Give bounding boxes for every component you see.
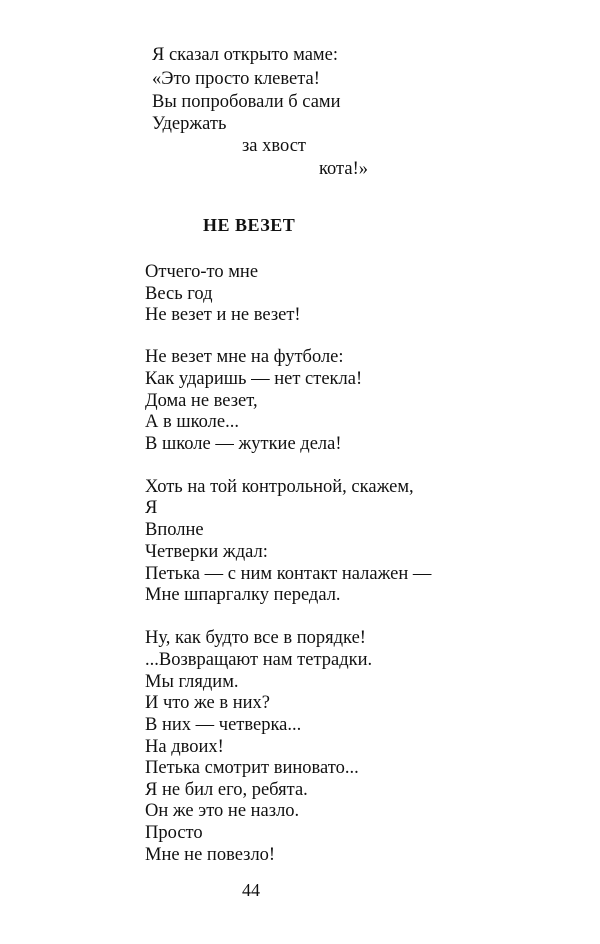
poem-line: Как ударишь — нет стекла! bbox=[145, 369, 363, 389]
poem-line: Четверки ждал: bbox=[145, 542, 268, 562]
poem-line: И что же в них? bbox=[145, 693, 271, 713]
poem-line: Петька смотрит виновато... bbox=[145, 758, 359, 778]
poem-line: Дома не везет, bbox=[145, 391, 258, 411]
poem-line: Вы попробовали б сами bbox=[152, 92, 341, 112]
page-number: 44 bbox=[242, 880, 260, 900]
poem-line: за хвост bbox=[242, 136, 307, 156]
poem-line: Мы глядим. bbox=[145, 672, 239, 692]
poem-line: Просто bbox=[145, 823, 203, 843]
poem-line: Он же это не назло. bbox=[145, 801, 300, 821]
poem-line: кота!» bbox=[319, 159, 368, 179]
poem-line: Отчего-то мне bbox=[145, 262, 259, 282]
poem-title: НЕ ВЕЗЕТ bbox=[203, 215, 296, 235]
poem-line: Я не бил его, ребята. bbox=[145, 780, 308, 800]
poem-line: Мне не повезло! bbox=[145, 845, 276, 865]
poem-line: На двоих! bbox=[145, 737, 224, 757]
poem-line: В школе — жуткие дела! bbox=[145, 434, 342, 454]
poem-line: А в школе... bbox=[145, 412, 239, 432]
poem-line: Не везет мне на футболе: bbox=[145, 347, 344, 367]
poem-line: Весь год bbox=[145, 284, 213, 304]
poem-line: Не везет и не везет! bbox=[145, 305, 301, 325]
poem-line: Я bbox=[145, 498, 158, 518]
poem-line: Мне шпаргалку передал. bbox=[145, 585, 341, 605]
poem-line: Вполне bbox=[145, 520, 204, 540]
poem-line: ...Возвращают нам тетрадки. bbox=[145, 650, 373, 670]
poem-line: «Это просто клевета! bbox=[152, 69, 320, 89]
poem-line: Я сказал открыто маме: bbox=[152, 45, 338, 65]
poem-line: Удержать bbox=[152, 114, 227, 134]
poem-line: В них — четверка... bbox=[145, 715, 302, 735]
poem-line: Хоть на той контрольной, скажем, bbox=[145, 477, 414, 497]
poem-line: Ну, как будто все в порядке! bbox=[145, 628, 366, 648]
poem-line: Петька — с ним контакт налажен — bbox=[145, 564, 432, 584]
